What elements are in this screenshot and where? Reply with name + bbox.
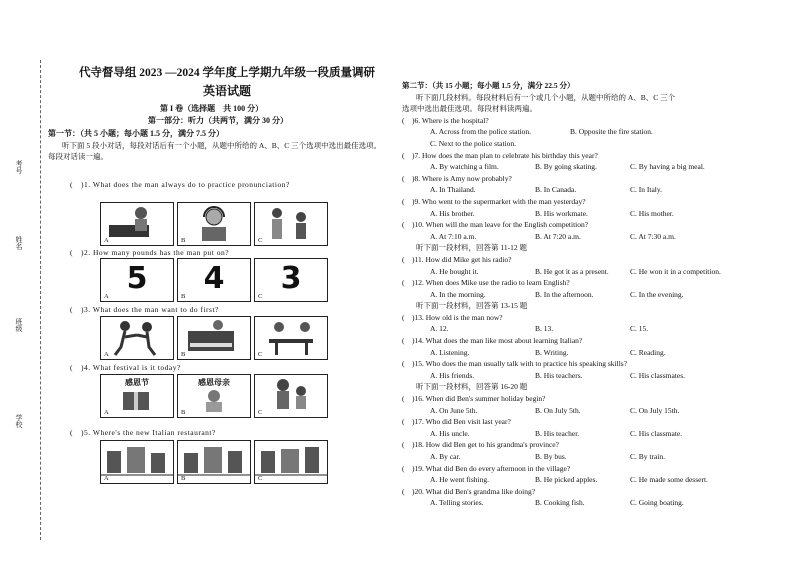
- mother-icon: [178, 388, 250, 412]
- section2-column: [402, 80, 792, 509]
- options-line: [402, 497, 792, 509]
- option-b: B. In the afternoon.: [535, 289, 594, 299]
- binding-margin: [0, 0, 60, 561]
- eating-icon: [255, 317, 327, 359]
- options-line: [402, 231, 792, 243]
- question-line: ( )7. How does the man plan to celebrate his birthday this year?: [402, 150, 598, 160]
- man-with-headphones-icon: [178, 203, 250, 245]
- option-b: B. He picked apples.: [535, 475, 598, 485]
- option-a: A. At 7:10 a.m.: [430, 231, 477, 241]
- option-b: B. At 7:20 a.m.: [535, 231, 581, 241]
- option-c: C. In the evening.: [630, 289, 684, 299]
- section2-heading: 第二节：（共 15 小题；每小题 1.5 分，满分 22.5 分）: [402, 81, 575, 90]
- option-c: C. His classmates.: [630, 370, 685, 380]
- options-line: [402, 474, 792, 486]
- option-b: B. By going skating.: [535, 162, 597, 172]
- question-line: ( )8. Where is Amy now probably?: [402, 173, 512, 183]
- school-label: 学校: [15, 414, 23, 428]
- picture-5c: C: [254, 440, 328, 484]
- option-c: C. He won it in a competition.: [630, 266, 721, 276]
- name-label: 姓名: [15, 236, 23, 250]
- question-line: ( )18. How did Ben get to his grandma's province?: [402, 440, 559, 450]
- option-a: A. By car.: [430, 452, 461, 461]
- question-3-pictures: [100, 316, 328, 360]
- options-line: [402, 323, 792, 335]
- question-line: ( )19. What did Ben do every afternoon in the village?: [402, 463, 571, 473]
- option-a: A. His brother.: [430, 208, 475, 218]
- question-line: ( )15. Who does the man usually talk with to practice his speaking skills?: [402, 359, 628, 369]
- section1-instructions: 听下面 5 段小对话，每段对话后有一个小题，从题中所给的 A、B、C 三个选项中选出最佳选项。每段对话读一遍。: [48, 141, 382, 161]
- option-a: A. His friends.: [430, 370, 475, 380]
- section2-instructions-line2: 选项中选出最佳选项。每段材料读两遍。: [402, 104, 537, 114]
- question-line: ( )16. When did Ben's summer holiday begin?: [402, 394, 546, 404]
- question-4-pictures: [100, 374, 328, 418]
- options-line: [402, 184, 792, 196]
- options-line: [402, 161, 792, 173]
- question-line: ( )13. How old is the man now?: [402, 312, 503, 322]
- section2-instructions-line1: 听下面几段材料。每段材料后有一个或几个小题，从题中所给的 A、B、C 三个: [416, 92, 676, 102]
- picture-3b: B: [177, 316, 251, 360]
- picture-1b: B: [177, 202, 251, 246]
- subject-title: 英语试题: [202, 84, 251, 98]
- people-talking-icon: [255, 203, 327, 245]
- options-line: [402, 451, 792, 463]
- option-a: A. Telling stories.: [430, 498, 484, 508]
- picture-4b: 感恩母亲 B: [177, 374, 251, 418]
- option-c: C. His mother.: [630, 208, 674, 218]
- question-2: ( )2. How many pounds has the man put on?: [70, 248, 230, 257]
- options-line: [402, 138, 792, 150]
- option-a: A. His uncle.: [430, 428, 470, 438]
- picture-4a: 感恩节 A: [100, 374, 174, 418]
- dancing-icon: [101, 317, 173, 359]
- man-at-desk-icon: [101, 203, 173, 245]
- question-line: ( )10. When will the man leave for the English competition?: [402, 220, 589, 230]
- gift-icon: [101, 388, 173, 412]
- question-5: ( )5. Where's the new Italian restaurant?: [70, 428, 216, 437]
- picture-1a: A: [100, 202, 174, 246]
- option-b: B. His workmate.: [535, 208, 588, 218]
- question-3: ( )3. What does the man want to do first?: [70, 305, 219, 314]
- volume-title: 第 I 卷（选择题 共 100 分）: [160, 104, 264, 113]
- option-b: B. In Canada.: [535, 185, 577, 195]
- option-c: C. Reading.: [630, 347, 666, 357]
- binding-line: [40, 60, 41, 540]
- option-b: B. Cooking fish.: [535, 498, 585, 508]
- options-line: [402, 208, 792, 220]
- option-a: C. Next to the police station.: [430, 138, 517, 148]
- class-label: 班级: [15, 318, 23, 332]
- option-a: A. 12.: [430, 324, 449, 334]
- options-line: [402, 126, 792, 138]
- option-a: A. By watching a film.: [430, 162, 499, 172]
- options-line: [402, 428, 792, 440]
- picture-3c: C: [254, 316, 328, 360]
- options-line: [402, 370, 792, 382]
- section1-heading: 第一节：（共 5 小题；每小题 1.5 分，满分 7.5 分）: [48, 129, 224, 138]
- option-b: B. Opposite the fire station.: [570, 127, 653, 137]
- passage-note: 听下面一段材料，回答第 13-15 题: [416, 301, 528, 311]
- options-line: [402, 289, 792, 301]
- option-c: C. On July 15th.: [630, 405, 680, 415]
- passage-note: 听下面一段材料，回答第 11-12 题: [416, 243, 527, 253]
- picture-5b: B: [177, 440, 251, 484]
- question-line: ( )12. When does Mike use the radio to learn English?: [402, 278, 570, 288]
- father-child-icon: [255, 375, 327, 417]
- street-map-icon: [255, 441, 327, 483]
- option-a: A. In the morning.: [430, 289, 486, 299]
- question-line: ( )9. Who went to the supermarket with the man yesterday?: [402, 196, 586, 206]
- question-1: ( )1. What does the man always do to practice pronunciation?: [70, 180, 290, 189]
- exam-title: 代寺督导组 2023 —2024 学年度上学期九年级一段质量调研: [78, 67, 376, 79]
- option-c: C. At 7:30 a.m.: [630, 231, 676, 241]
- options-line: [402, 347, 792, 359]
- listening-section-title: 第一部分：听力（共两节，满分 30 分）: [148, 116, 288, 125]
- option-a: A. He bought it.: [430, 266, 479, 276]
- question-4: ( )4. What festival is it today?: [70, 363, 181, 372]
- street-map-icon: [101, 441, 173, 483]
- question-line: ( )11. How did Mike get his radio?: [402, 254, 512, 264]
- option-a: A. He went fishing.: [430, 475, 489, 485]
- option-c: C. By train.: [630, 452, 665, 461]
- question-5-pictures: [100, 440, 328, 484]
- option-b: B. On July 5th.: [535, 405, 581, 415]
- exam-number-label: 考号: [15, 160, 23, 174]
- picture-3a: A: [100, 316, 174, 360]
- option-c: C. His classmate.: [630, 428, 683, 438]
- playing-piano-icon: [178, 317, 250, 359]
- option-b: B. By bus.: [535, 452, 567, 461]
- picture-1c: C: [254, 202, 328, 246]
- option-c: C. He made some dessert.: [630, 475, 708, 485]
- options-line: [402, 266, 792, 278]
- option-a: A. Across from the police station.: [430, 127, 532, 137]
- question-2-pictures: [100, 258, 328, 302]
- section2-questions: [402, 115, 792, 509]
- option-c: C. By having a big meal.: [630, 162, 705, 172]
- picture-5a: A: [100, 440, 174, 484]
- question-1-pictures: [100, 202, 328, 246]
- question-line: ( )20. What did Ben's grandma like doing?: [402, 486, 536, 496]
- option-b: B. His teachers.: [535, 370, 583, 380]
- question-line: ( )17. Who did Ben visit last year?: [402, 417, 511, 427]
- option-c: C. Going boating.: [630, 498, 684, 508]
- option-b: B. 13.: [535, 324, 554, 334]
- question-line: ( )6. Where is the hospital?: [402, 115, 489, 125]
- option-c: C. 15.: [630, 324, 649, 334]
- option-a: A. Listening.: [430, 347, 470, 357]
- options-line: [402, 405, 792, 417]
- picture-2c: 3 C: [254, 258, 328, 302]
- option-a: A. In Thailand.: [430, 185, 476, 195]
- street-map-icon: [178, 441, 250, 483]
- option-a: A. On June 5th.: [430, 405, 478, 415]
- question-line: ( )14. What does the man like most about learning Italian?: [402, 336, 583, 346]
- passage-note: 听下面一段材料，回答第 16-20 题: [416, 382, 528, 392]
- option-c: C. In Italy.: [630, 185, 663, 195]
- option-b: B. He got it as a present.: [535, 266, 609, 276]
- option-b: B. Writing.: [535, 347, 569, 357]
- picture-2b: 4 B: [177, 258, 251, 302]
- option-b: B. His teacher.: [535, 428, 580, 438]
- picture-2a: 5 A: [100, 258, 174, 302]
- picture-4c: C: [254, 374, 328, 418]
